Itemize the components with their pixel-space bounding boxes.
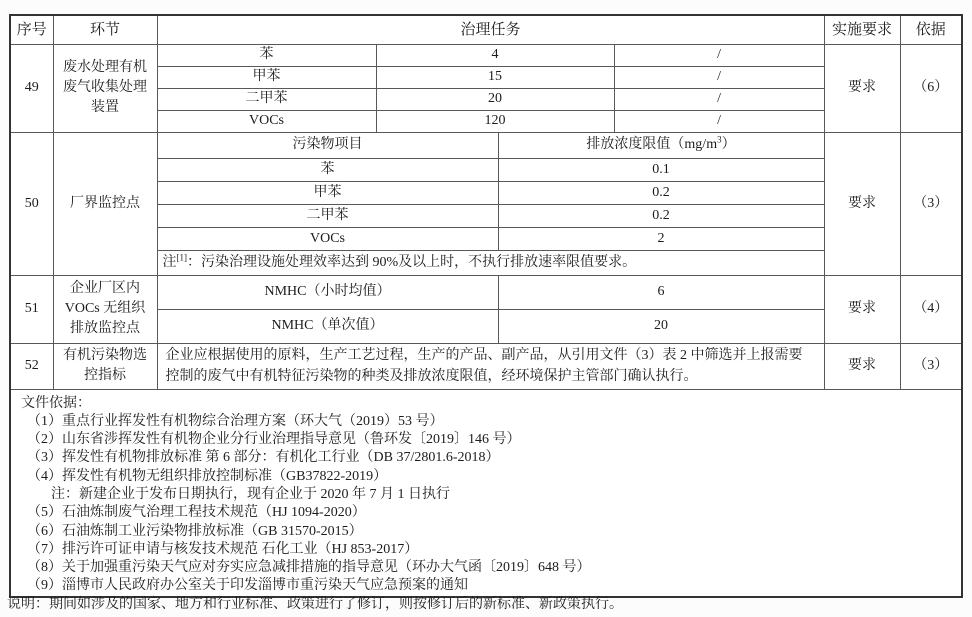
treatment-task-table [9, 14, 963, 598]
row50-limit: 0.2 [498, 204, 824, 227]
reference-item: （6）石油炼制工业污染物排放标准（GB 31570-2015） [27, 523, 363, 539]
col-header-requirement: 实施要求 [824, 15, 900, 44]
footnote-text: ：污染治理设施处理效率达到 90%及以上时，不执行排放速率限值要求。 [187, 254, 637, 270]
reference-item: （9）淄博市人民政府办公室关于印发淄博市重污染天气应急预案的通知 [27, 578, 468, 594]
reference-item: （3）挥发性有机物排放标准 第 6 部分：有机化工行业（DB 37/2801.6-2018） [27, 450, 500, 466]
row50-pollutant: VOCs [157, 227, 498, 250]
row50-pollutant: 苯 [157, 158, 498, 181]
col-header-no: 序号 [10, 15, 53, 44]
footnote-prefix: 注 [162, 254, 177, 270]
footnote-superscript: [1] [176, 251, 187, 262]
row51-limit: 6 [498, 275, 824, 309]
row49-value: 20 [376, 88, 614, 110]
reference-item: （4）挥发性有机物无组织排放控制标准（GB37822-2019） [27, 468, 388, 484]
row50-limit: 0.1 [498, 158, 824, 181]
row50-pollutant: 甲苯 [157, 181, 498, 204]
row49-rate: / [614, 110, 824, 132]
row49-stage: 废水处理有机废气收集处理装置 [53, 44, 157, 132]
row51-limit: 20 [498, 309, 824, 343]
row49-rate: / [614, 66, 824, 88]
row50-footnote [157, 250, 824, 275]
col-header-task: 治理任务 [157, 15, 824, 44]
table-header-row [10, 15, 962, 44]
row49-value: 120 [376, 110, 614, 132]
row50-limit: 2 [498, 227, 824, 250]
row49-value: 4 [376, 44, 614, 66]
revision-note: 说明：期间如涉及的国家、地方和行业标准、政策进行了修订，则按修订后的新标准、新政策执行。 [7, 597, 623, 612]
col-header-stage: 环节 [53, 15, 157, 44]
row50-subheader-limit [498, 132, 824, 158]
reference-item: （8）关于加强重污染天气应对夯实应急减排措施的指导意见（环办大气函〔2019〕648 号） [27, 560, 591, 576]
reference-item: （7）排污许可证申请与核发技术规范 石化工业（HJ 853-2017） [27, 541, 419, 557]
row51-requirement: 要求 [824, 275, 900, 343]
table-row [10, 343, 962, 389]
limit-label: 排放浓度限值（mg/m [586, 137, 718, 152]
references-row [10, 389, 962, 597]
row52-no: 52 [10, 343, 53, 389]
row52-stage: 有机污染物选控指标 [53, 343, 157, 389]
row49-rate: / [614, 88, 824, 110]
reference-note: 注：新建企业于发布日期执行，现有企业于 2020 年 7 月 1 日执行 [51, 486, 450, 502]
row50-requirement: 要求 [824, 132, 900, 275]
table-row [10, 132, 962, 158]
row51-basis: （4） [900, 275, 962, 343]
table-row [10, 275, 962, 309]
row49-no: 49 [10, 44, 53, 132]
row52-task-text: 企业应根据使用的原料，生产工艺过程，生产的产品、副产品，从引用文件（3）表 2 中筛选并上报需要控制的废气中有机特征污染物的种类及排放浓度限值，经环境保护主管部门确认执行。 [157, 343, 824, 389]
row49-pollutant: VOCs [157, 110, 376, 132]
row49-requirement: 要求 [824, 44, 900, 132]
reference-item: （5）石油炼制废气治理工程技术规范（HJ 1094-2020） [27, 505, 366, 521]
row49-rate: / [614, 44, 824, 66]
row51-pollutant: NMHC（单次值） [157, 309, 498, 343]
row52-basis: （3） [900, 343, 962, 389]
row51-no: 51 [10, 275, 53, 343]
row49-pollutant: 甲苯 [157, 66, 376, 88]
row52-requirement: 要求 [824, 343, 900, 389]
row49-value: 15 [376, 66, 614, 88]
references-cell [10, 389, 962, 597]
row50-no: 50 [10, 132, 53, 275]
row50-pollutant: 二甲苯 [157, 204, 498, 227]
row49-pollutant: 二甲苯 [157, 88, 376, 110]
row49-basis: （6） [900, 44, 962, 132]
row50-limit: 0.2 [498, 181, 824, 204]
reference-item: （1）重点行业挥发性有机物综合治理方案（环大气（2019）53 号） [27, 413, 444, 429]
limit-superscript: 3 [717, 134, 722, 145]
row50-basis: （3） [900, 132, 962, 275]
row50-stage: 厂界监控点 [53, 132, 157, 275]
table-row [10, 44, 962, 66]
col-header-basis: 依据 [900, 15, 962, 44]
row51-stage: 企业厂区内VOCs 无组织排放监控点 [53, 275, 157, 343]
row51-pollutant: NMHC（小时均值） [157, 275, 498, 309]
limit-label-close: ） [721, 137, 736, 152]
row50-subheader-pollutant: 污染物项目 [157, 132, 498, 158]
row49-pollutant: 苯 [157, 44, 376, 66]
reference-item: （2）山东省涉挥发性有机物企业分行业治理指导意见（鲁环发〔2019〕146 号） [27, 432, 521, 448]
references-title: 文件依据： [21, 395, 91, 411]
